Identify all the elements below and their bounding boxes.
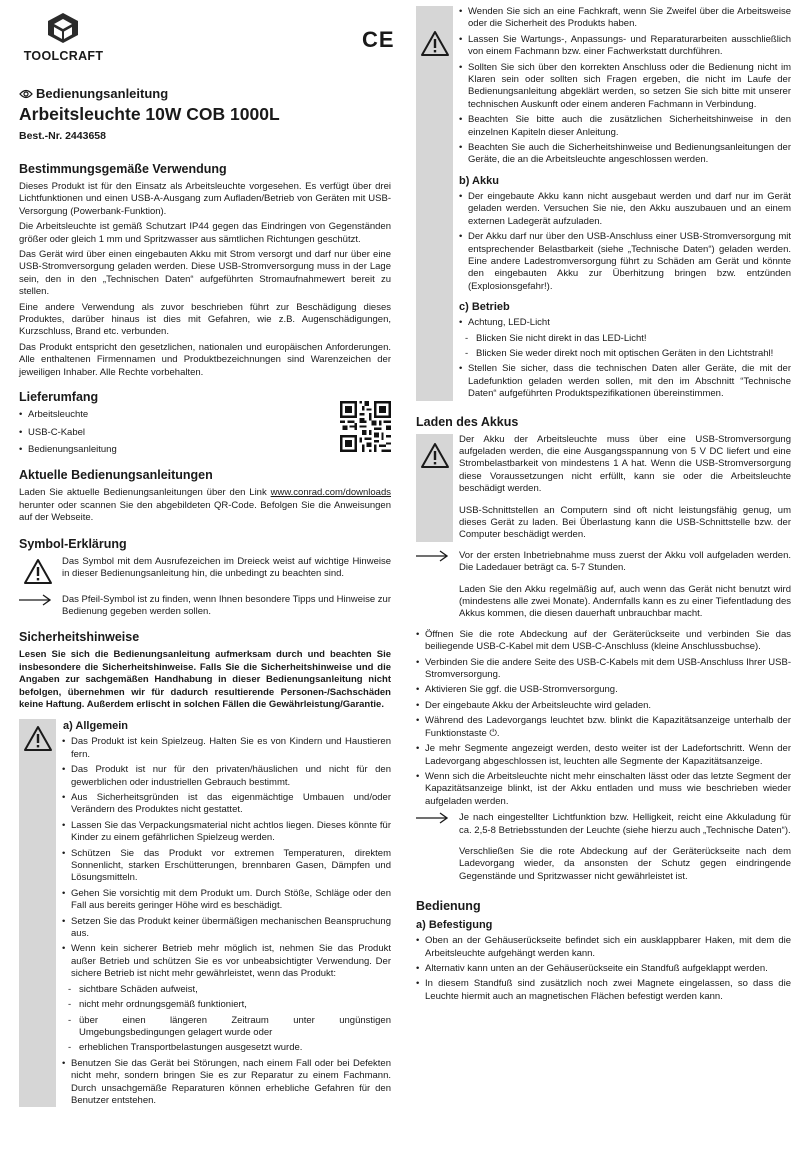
mounting-heading: a) Befestigung <box>416 919 493 932</box>
safety-battery-heading: b) Akku <box>459 174 499 187</box>
section-symbols-heading: Symbol-Erklärung <box>19 536 127 551</box>
list-item: • Alternativ kann unten an der Gehäuserückseite ein Standfuß aufgeklappt werden. <box>416 963 791 975</box>
safety-operation-list <box>459 317 791 400</box>
charging-warning-1: Der Akku der Arbeitsleuchte muss über eine USB-Stromversorgung aufgeladen werden, die eine Ausgangsspannung von 5 V DC liefert und eine Strombelastbarkeit von mindestens 1 A hat. Wenn die USB-Stromversorgung diese Voraussetzungen nicht erfüllt, kann sie oder die Arbeitsleuchte beschädigt werden. <box>459 433 791 495</box>
sub-item: - nicht mehr ordnungsgemäß funktioniert, <box>62 999 391 1011</box>
eye-icon <box>19 89 33 99</box>
paragraph: Das Produkt entspricht den gesetzlichen, nationalen und europäischen Anforderungen. Alle enthaltenen Firmennamen und Produktbezeichnungen sind Warenzeichen der jeweiligen Inhaber. Alle Rechte vorbehalten. <box>19 341 391 378</box>
paragraph: Eine andere Verwendung als zuvor beschrieben führt zur Beschädigung dieses Produktes, darüber hinaus ist dies mit Gefahren, wie z.B. Augenschädigungen, Kurzschluss, Brand etc. verbunden. <box>19 301 391 338</box>
charging-tip-block-2 <box>416 812 791 883</box>
list-item: • Der eingebaute Akku kann nicht ausgebaut werden und darf nur im Gerät geladen werden. Versuchen Sie nie, den Akku auszubauen und an einem externen Ladegerät aufzuladen. <box>459 191 791 228</box>
qr-code-icon <box>340 401 391 452</box>
warning-triangle-icon <box>420 30 450 57</box>
list-item: • Der eingebaute Akku der Arbeitsleuchte wird geladen. <box>416 700 791 712</box>
list-item: • Achtung, LED-Licht <box>459 317 791 329</box>
safety-general-heading: a) Allgemein <box>63 720 128 733</box>
list-item: • Sollten Sie sich über den korrekten Anschluss oder die Bedienung nicht im Klaren sein oder sollten sich Fragen ergeben, die nicht im Laufe der Bedienungsanleitung abgeklärt werden, so setzen Sie sich bitte mit unserer technischen Auskunft oder einem anderen Fachmann in Verbindung. <box>459 62 791 112</box>
list-item: • Das Produkt ist kein Spielzeug. Halten Sie es von Kindern und Haustieren fern. <box>62 736 391 761</box>
header <box>19 0 391 85</box>
safety-general-list <box>62 736 391 1107</box>
toolcraft-logo-icon <box>47 13 79 43</box>
mounting-list <box>416 935 791 1003</box>
paragraph: Die Arbeitsleuchte ist gemäß Schutzart IP44 gegen das Eindringen von Gegenständen größer oder gleich 1 mm und Spritzwasser aus sämtlichen Richtungen geschützt. <box>19 221 391 245</box>
list-item: • Schützen Sie das Produkt vor extremen Temperaturen, direktem Sonnenlicht, starken Erschütterungen, brennbaren Gasen, Dämpfen und Lösungsmitteln. <box>62 848 391 885</box>
section-intended-use-heading: Bestimmungsgemäße Verwendung <box>19 162 227 176</box>
safety-general-block <box>19 719 391 1107</box>
list-item: • Wenden Sie sich an eine Fachkraft, wenn Sie Zweifel über die Arbeitsweise oder die Sicherheit des Produkts haben. <box>459 6 791 31</box>
arrow-right-icon <box>416 549 448 563</box>
safety-operation-heading: c) Betrieb <box>459 301 510 314</box>
warning-triangle-icon <box>420 442 450 469</box>
safety-intro: Lesen Sie sich die Bedienungsanleitung aufmerksam durch und beachten Sie insbesondere die Sicherheitshinweise. Falls Sie die Sicherheitshinweise und die Angaben zur sachgemäßen Handhabung in dieser Bedienungsanleitung nicht befolgen, übernehmen wir für dadurch resultierende Personen-/Sachschäden keine Haftung. Außerdem erlischt in solchen Fällen die Gewährleistung/Garantie. <box>19 649 391 710</box>
list-item: • Beachten Sie bitte auch die zusätzlichen Sicherheitshinweise in den einzelnen Kapiteln dieser Anleitung. <box>459 114 791 139</box>
list-item: • USB-C-Kabel <box>19 427 391 439</box>
list-item: • Gehen Sie vorsichtig mit dem Produkt um. Durch Stöße, Schläge oder den Fall aus bereits geringer Höhe wird es beschädigt. <box>62 888 391 913</box>
list-item: • Stellen Sie sicher, dass die technischen Daten aller Geräte, die mit der Ladefunktion geladen werden sollen, mit den im Abschnitt “Technische Daten“ aufgeführten Produktspezifikationen übereinstimmen. <box>459 363 791 400</box>
section-charging-heading: Laden des Akkus <box>416 414 519 429</box>
delivery-block <box>19 409 391 456</box>
order-number: Best.-Nr. 2443658 <box>19 130 106 142</box>
paragraph: Dieses Produkt ist für den Einsatz als Arbeitsleuchte vorgesehen. Es verfügt über drei Lichtfunktionen und einen USB-A-Ausgang zum Aufladen/Betrieb von Geräten mit USB-Versorgung (Powerbank-Funktion). <box>19 181 391 217</box>
symbol-warning-row <box>19 556 391 586</box>
left-column <box>19 0 391 1110</box>
safety-battery-list <box>459 191 791 293</box>
sub-item: - Blicken Sie nicht direkt in das LED-Licht! <box>459 333 791 345</box>
list-item: • Das Produkt ist nur für den privaten/häuslichen und nicht für den gewerblichen oder industriellen Gebrauch bestimmt. <box>62 764 391 789</box>
sub-item: - erheblichen Transportbelastungen ausgesetzt wurde. <box>62 1042 391 1054</box>
charging-tip-2: Laden Sie den Akku regelmäßig auf, auch wenn das Gerät nicht benutzt wird (mindestens alle zwei Monate). Andernfalls kann es zu einer Tiefentladung des Akkus kommen, die diesen dauerhaft unbrauchbar macht. <box>459 583 791 620</box>
warning-triangle-icon <box>23 725 53 752</box>
list-item: • Bedienungsanleitung <box>19 444 391 456</box>
sub-item: - Blicken Sie weder direkt noch mit optischen Geräten in den Lichtstrahl! <box>459 348 791 360</box>
list-item: • Der Akku darf nur über den USB-Anschluss einer USB-Stromversorgung mit entsprechender Belastbarkeit (siehe „Technische Daten“) geladen werden. Eine andere Ladestromversorgung führt zu Schäden am Gerät und könnte den eingebauten Akku zur Überhitzung bringen bzw. entzünden (Explosionsgefahr!). <box>459 231 791 293</box>
brand-name: TOOLCRAFT <box>23 49 104 63</box>
list-item: • Benutzen Sie das Gerät bei Störungen, nach einem Fall oder bei Defekten nicht mehr, sondern bringen Sie es zur Reparatur zu einem Fachmann. Durch unsachgemäße Reparaturen können erhebliche Gefahren für den Benutzer entstehen. <box>62 1058 391 1108</box>
list-item: • Je mehr Segmente angezeigt werden, desto weiter ist der Ladefortschritt. Wenn der Ladevorgang abgeschlossen ist, leuchten alle Segmente der Kapazitätsanzeige. <box>416 743 791 768</box>
list-item: • Lassen Sie das Verpackungsmaterial nicht achtlos liegen. Dieses könnte für Kinder zu einem gefährlichen Spielzeug werden. <box>62 820 391 845</box>
list-item: • Setzen Sie das Produkt keiner übermäßigen mechanischen Beanspruchung aus. <box>62 916 391 941</box>
sub-item: - sichtbare Schäden aufweist, <box>62 984 391 996</box>
charging-tip-block <box>416 550 791 621</box>
section-safety-heading: Sicherheitshinweise <box>19 630 140 645</box>
charging-warning-block <box>416 434 791 542</box>
list-item: • Oben an der Gehäuserückseite befindet sich ein ausklappbarer Haken, mit dem die Arbeitsleuchte aufgehängt werden kann. <box>416 935 791 960</box>
section-delivery-heading: Lieferumfang <box>19 390 99 405</box>
list-item: • Beachten Sie auch die Sicherheitshinweise und Bedienungsanleitungen der Geräte, die an die Arbeitsleuchte angeschlossen werden. <box>459 142 791 167</box>
section-manuals-heading: Aktuelle Bedienungsanleitungen <box>19 468 213 483</box>
paragraph: Das Gerät wird über einen eingebauten Akku mit Strom versorgt und darf nur über eine USB-Stromversorgung geladen werden. Diese USB-Stromversorgung muss in der Lage sein, den in den „Technischen Daten“ aufgeführten Stromaufnahmewert bereit zu stellen. <box>19 249 391 298</box>
symbol-arrow-row <box>19 594 391 619</box>
arrow-right-icon <box>19 593 51 607</box>
intended-use-text <box>19 181 391 379</box>
safety-continued-list <box>459 6 791 167</box>
list-item: • Wenn kein sicherer Betrieb mehr möglich ist, nehmen Sie das Produkt außer Betrieb und schützen Sie es vor unbeabsichtigter Verwendung. Der sichere Betrieb ist nicht mehr gewährleistet, wenn das Produkt: <box>62 943 391 980</box>
charging-steps-list <box>416 629 791 808</box>
safety-continued-block <box>416 6 791 401</box>
list-item: • Öffnen Sie die rote Abdeckung auf der Geräterückseite und verbinden Sie das beiliegende USB-C-Kabel mit dem USB-C-Anschluss (kleine Anschlussbuchse). <box>416 629 791 654</box>
symbol-arrow-text: Das Pfeil-Symbol ist zu finden, wenn Ihnen besondere Tipps und Hinweise zur Bedienung gegeben werden sollen. <box>62 593 391 617</box>
arrow-right-icon <box>416 811 448 825</box>
download-link[interactable]: www.conrad.com/downloads <box>270 487 391 499</box>
warning-triangle-icon <box>23 558 53 585</box>
list-item: • Während des Ladevorgangs leuchtet bzw. blinkt die Kapazitätsanzeige unterhalb der Funktionstaste ⏻. <box>416 715 791 740</box>
page-title: Arbeitsleuchte 10W COB 1000L <box>19 104 280 124</box>
list-item: • In diesem Standfuß sind zusätzlich noch zwei Magnete eingelassen, so dass die Leuchte hiermit auch an magnetischen Flächen befestigt werden kann. <box>416 978 791 1003</box>
list-item: • Aus Sicherheitsgründen ist das eigenmächtige Umbauen und/oder Verändern des Produktes nicht gestattet. <box>62 792 391 817</box>
charging-warning-2: USB-Schnittstellen an Computern sind oft nicht leistungsfähig genug, um dieses Gerät zu laden. Bei Überlastung kann die USB-Schnittstelle bzw. der Computer beschädigt werden. <box>459 504 791 541</box>
charging-tip-3: Je nach eingestellter Lichtfunktion bzw. Helligkeit, reicht eine Akkuladung für ca. 2,5-8 Betriebsstunden der Leuchte (siehe hierzu auch „Technische Daten“). <box>459 812 791 836</box>
ce-mark: CE <box>362 27 395 52</box>
list-item: • Lassen Sie Wartungs-, Anpassungs- und Reparaturarbeiten ausschließlich von einem Fachmann bzw. einer Fachwerkstatt durchführen. <box>459 34 791 59</box>
right-column <box>416 6 791 1006</box>
manuals-text: Laden Sie aktuelle Bedienungsanleitungen über den Link www.conrad.com/downloads herunter oder scannen Sie den abgebildeten QR-Code. Befolgen Sie die Anweisungen auf der Webseite. <box>19 487 391 524</box>
list-item: • Aktivieren Sie ggf. die USB-Stromversorgung. <box>416 684 791 696</box>
symbol-warning-text: Das Symbol mit dem Ausrufezeichen im Dreieck weist auf wichtige Hinweise in dieser Bedienungsanleitung hin, die unbedingt zu beachten sind. <box>62 555 391 579</box>
section-operation-heading: Bedienung <box>416 899 481 914</box>
list-item: • Verbinden Sie die andere Seite des USB-C-Kabels mit dem USB-Anschluss Ihrer USB-Stromversorgung. <box>416 657 791 682</box>
charging-tip-1: Vor der ersten Inbetriebnahme muss zuerst der Akku voll aufgeladen werden. Die Ladedauer beträgt ca. 5-7 Stunden. <box>459 549 791 574</box>
list-item: • Arbeitsleuchte <box>19 409 391 421</box>
delivery-list <box>19 409 391 456</box>
list-item: • Wenn sich die Arbeitsleuchte nicht mehr einschalten lässt oder das letzte Segment der Kapazitätsanzeige blinkt, ist der Akku entladen und muss wie beschrieben wieder aufgeladen werden. <box>416 771 791 808</box>
sub-item: - über einen längeren Zeitraum unter ungünstigen Umgebungsbedingungen gelagert wurde oder <box>62 1015 391 1040</box>
charging-tip-4: Verschließen Sie die rote Abdeckung auf der Geräterückseite nach dem Ladevorgang wieder, da ansonsten der Schutz gegen eindringende Gegenstände und Spritzwasser nicht gewährleistet ist. <box>459 845 791 882</box>
doc-type: Bedienungsanleitung <box>19 86 391 102</box>
